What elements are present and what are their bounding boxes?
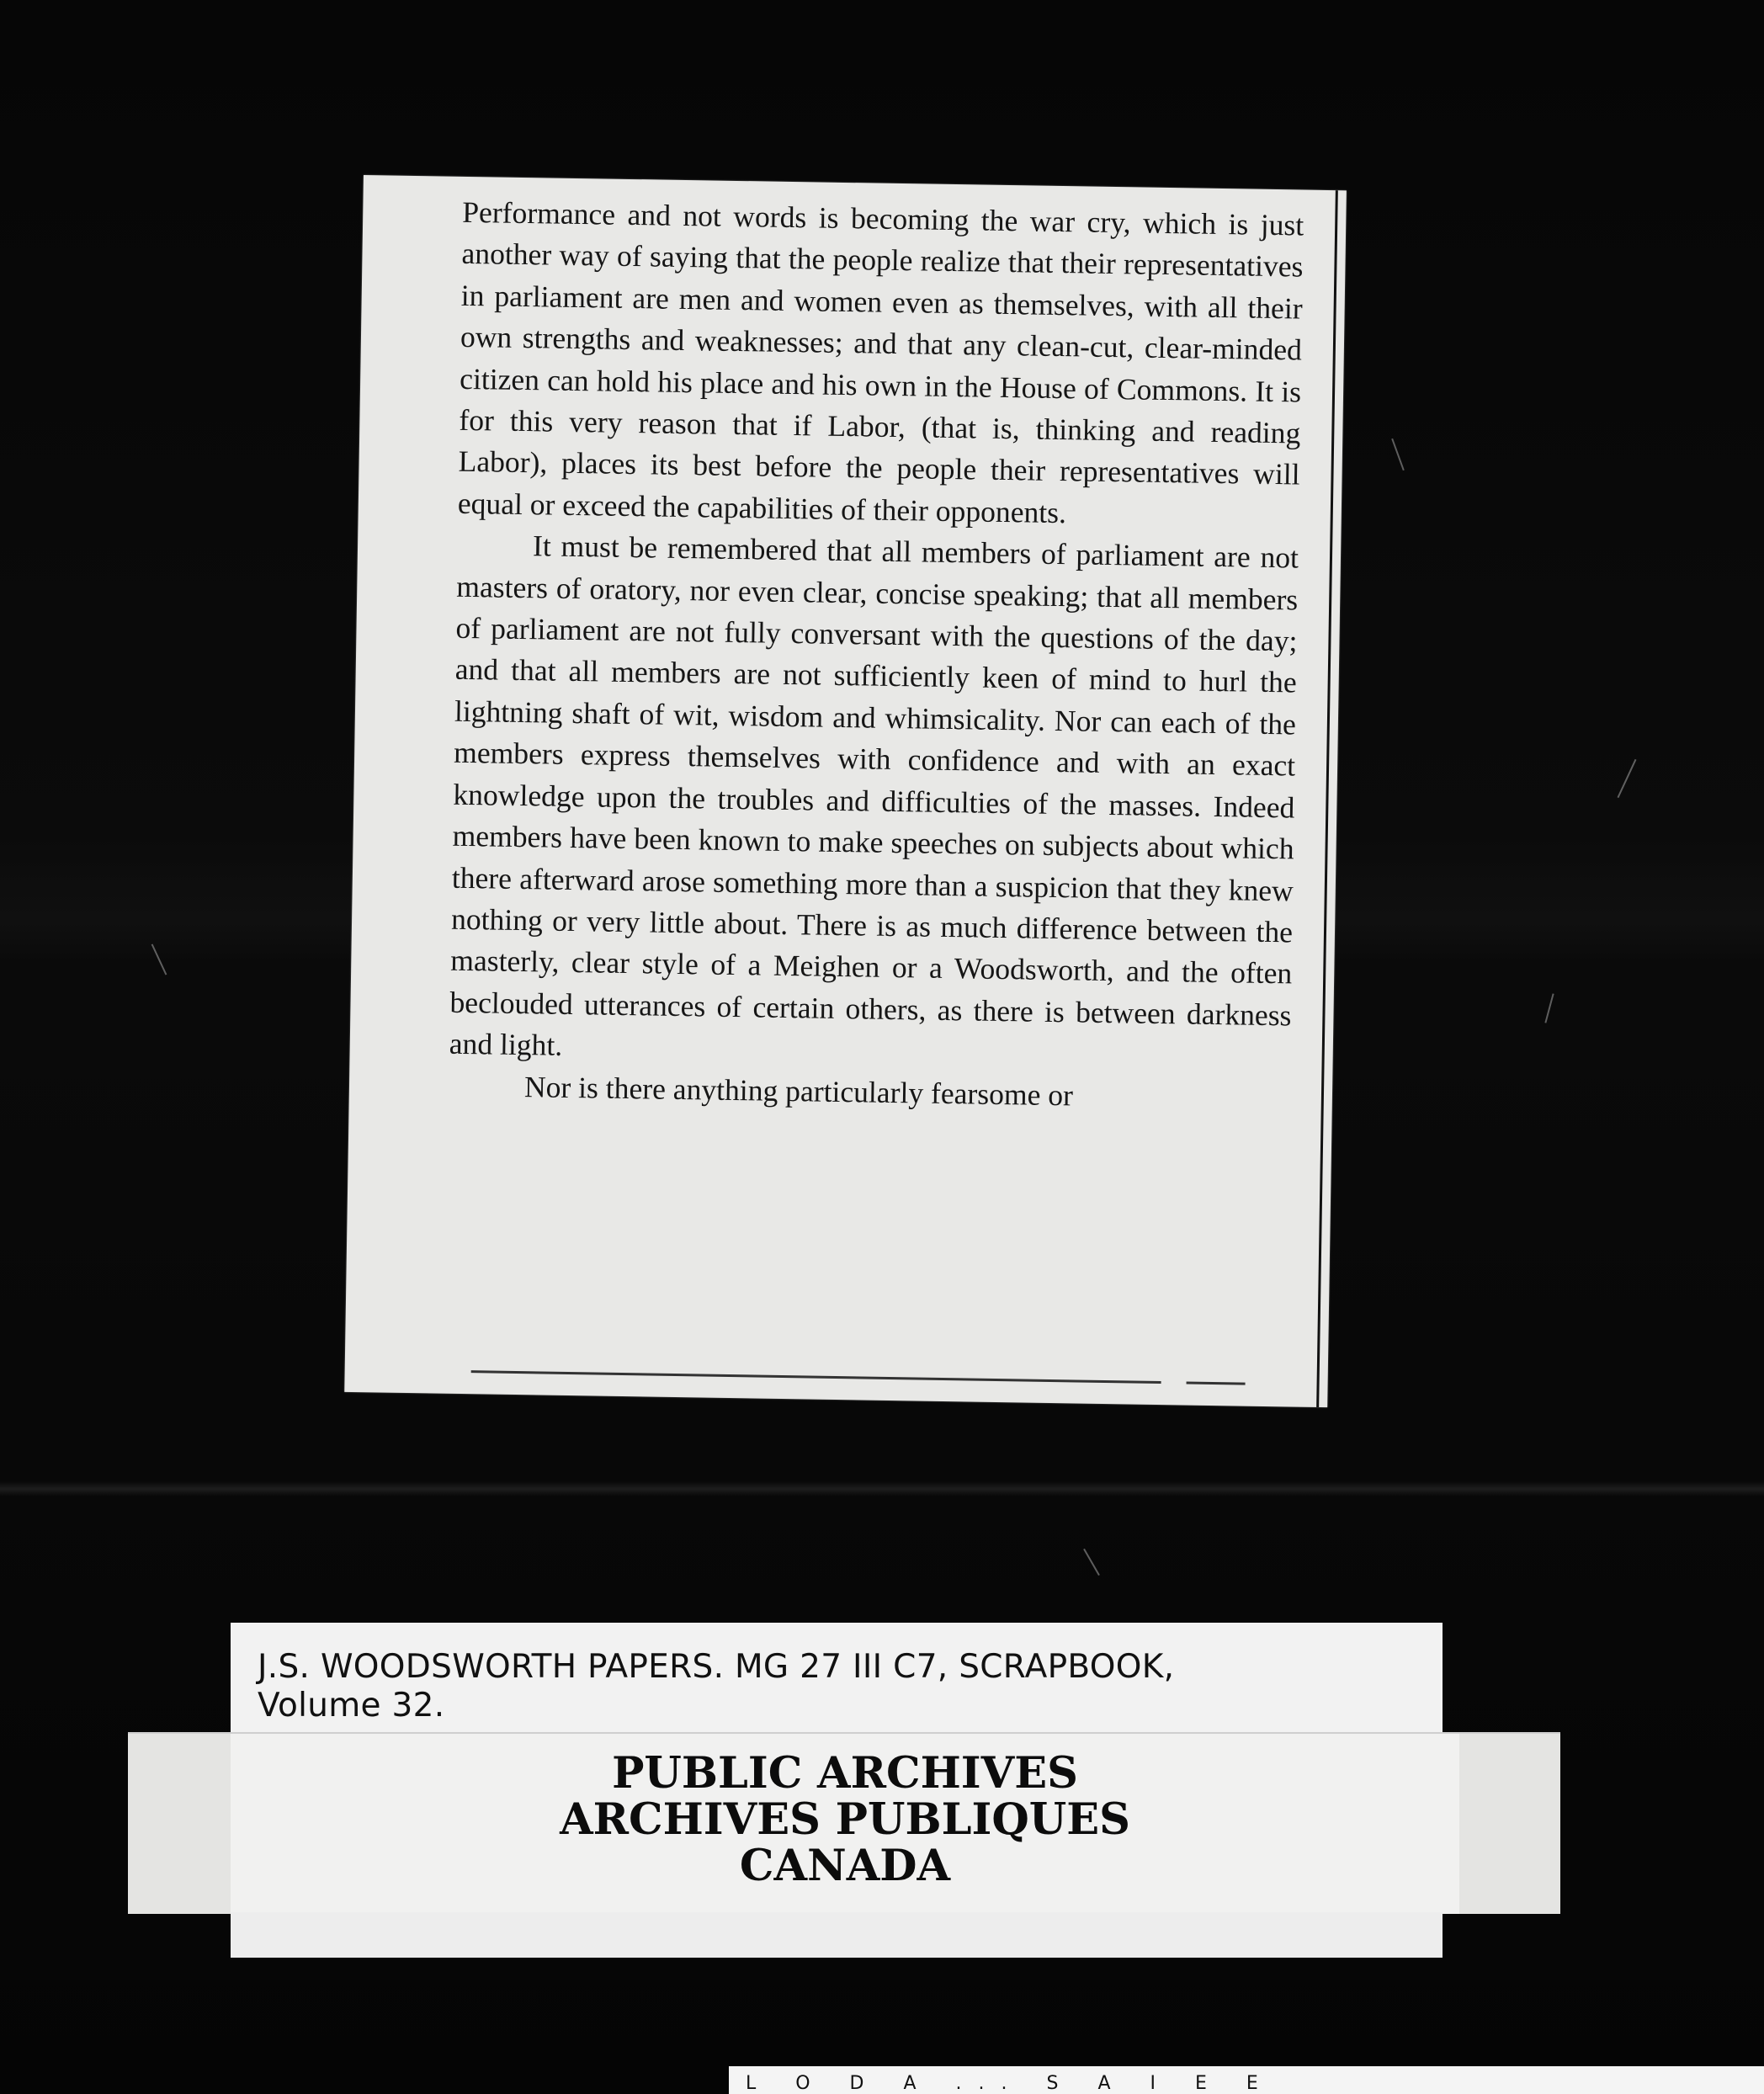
film-scratch [1391, 438, 1405, 470]
paragraph-2: It must be remembered that all members of parliament are not masters of oratory, nor even clear, concise speaking; that all members of parliament are not fully conversant with the questions of the day; and that all members are not sufficiently keen of mind to hurl the lightning shaft of wit, wisdom and whimsicality. Nor can each of the members express themselves with confidence and with an exact knowledge upon the troubles and difficulties of the masses. Indeed members have been known to make speeches on subjects about which there afterward arose something more than a suspicion that they knew nothing or very little about. There is as much difference between the masterly, clear style of a Meighen or a Woodsworth, and the often beclouded utterances of certain others, as there is between darkness and light. [449, 529, 1299, 1062]
paragraph-1: Performance and not words is becoming the war cry, which is just another way of saying that the people realize that their representatives in parliament are men and women even as themselves, with all their own strengths and weaknesses; and that any clean-cut, clear-minded citizen can hold his place and his own in the House of Commons. It is for this very reason that if Labor, (that is, thinking and reading Labor), places its best before the people their representatives will equal or exceed the capabilities of their opponents. [457, 194, 1304, 530]
film-scratch [1618, 759, 1637, 798]
film-band [0, 1481, 1764, 1496]
newspaper-clipping [344, 175, 1347, 1407]
archives-stamp-strip [128, 1732, 1560, 1914]
collection-label [231, 1623, 1443, 1732]
clipping-edge [1316, 190, 1338, 1407]
bottom-rule-short [1187, 1382, 1246, 1385]
bottom-rule [471, 1370, 1161, 1384]
stamp-line-2: ARCHIVES PUBLIQUES [560, 1794, 1130, 1845]
film-scratch [151, 943, 167, 975]
film-scratch [1083, 1549, 1100, 1576]
collection-volume: Volume 32. [258, 1687, 445, 1725]
archives-stamp [231, 1734, 1459, 1914]
clipping-text [449, 192, 1304, 1120]
stamp-line-3: CANADA [739, 1841, 951, 1891]
collection-label-text [258, 1648, 1174, 1725]
collection-title: J.S. WOODSWORTH PAPERS. MG 27 III C7, SCRAPBOOK, [258, 1648, 1175, 1686]
archives-stamp-text [231, 1748, 1459, 1891]
label-bottom-strip [231, 1912, 1443, 1958]
scale-strip-text: L O D A ... S A I E E [746, 2073, 1275, 2094]
stamp-line-1: PUBLIC ARCHIVES [612, 1748, 1078, 1799]
scale-strip [729, 2066, 1764, 2094]
paragraph-3: Nor is there anything particularly fearsome or [523, 1069, 1074, 1112]
film-scratch [1544, 993, 1554, 1023]
